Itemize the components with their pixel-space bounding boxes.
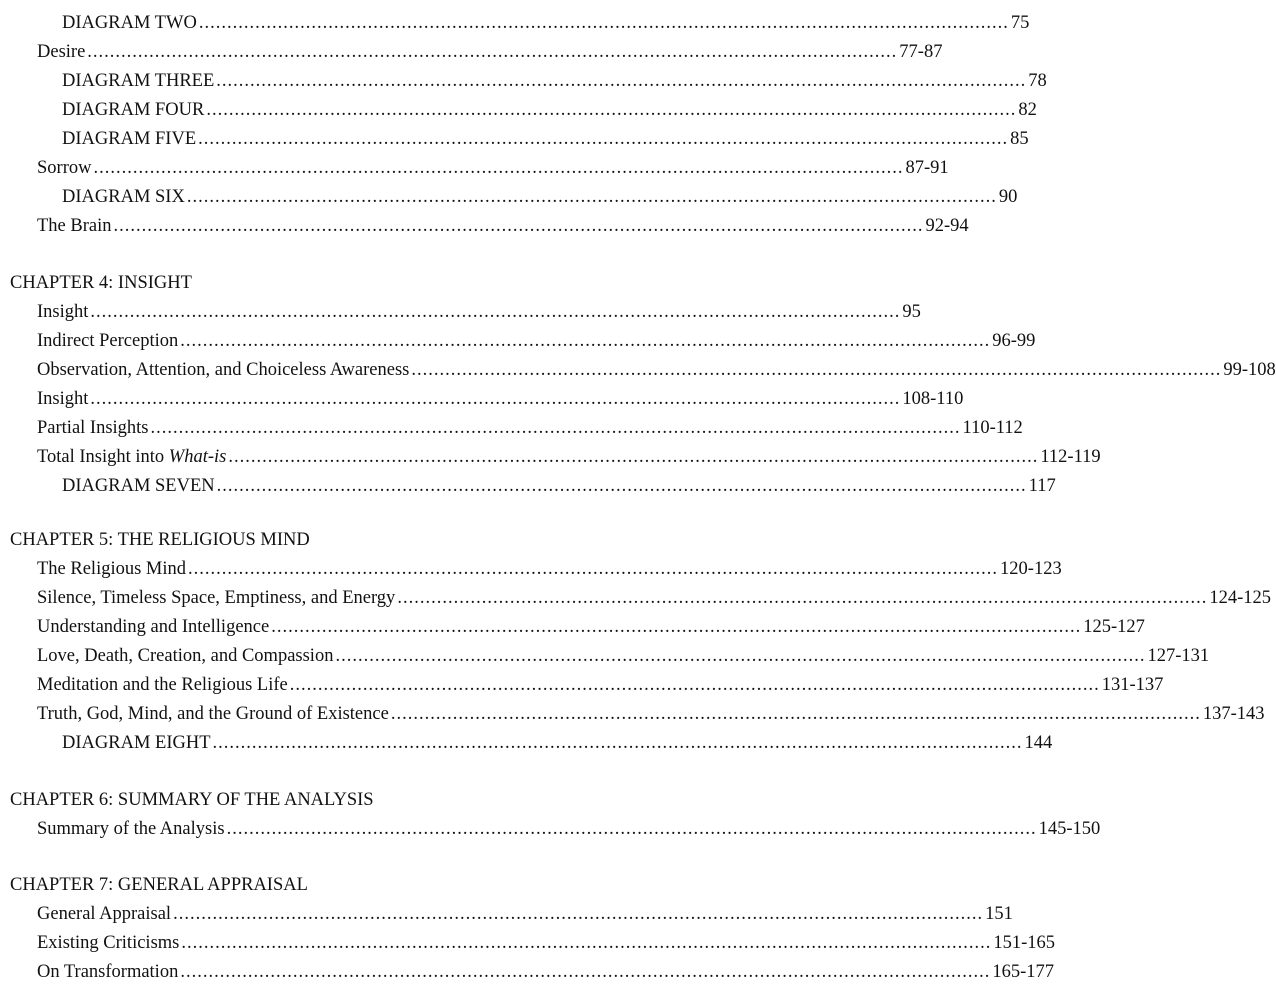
- dot-leader: ................................................................................................................................................: [228, 447, 1039, 467]
- dot-leader: ................................................................................................................................................: [212, 733, 1023, 753]
- toc-entry-indirect-perception[interactable]: [37, 328, 1036, 354]
- toc-entry-diagram-six[interactable]: [62, 184, 1018, 210]
- entry-page: 99-108: [1223, 360, 1276, 380]
- dot-leader: ................................................................................................................................................: [335, 646, 1146, 666]
- dot-leader: ................................................................................................................................................: [271, 617, 1082, 637]
- entry-title: DIAGRAM FIVE: [62, 129, 197, 149]
- dot-leader: ................................................................................................................................................: [181, 933, 992, 953]
- dot-leader: ................................................................................................................................................: [173, 904, 984, 924]
- entry-title: The Religious Mind: [37, 559, 187, 579]
- entry-title: DIAGRAM THREE: [62, 71, 215, 91]
- toc-entry-sorrow[interactable]: [37, 155, 949, 181]
- toc-entry-insight-2[interactable]: [37, 386, 964, 412]
- entry-page: 108-110: [902, 389, 964, 409]
- toc-entry-observation-attention[interactable]: [37, 357, 1276, 383]
- entry-title: Observation, Attention, and Choiceless Awareness: [37, 360, 410, 380]
- dot-leader: ................................................................................................................................................: [216, 476, 1027, 496]
- entry-page: 151-165: [993, 933, 1056, 953]
- entry-page: 144: [1024, 733, 1053, 753]
- entry-page: 95: [902, 302, 921, 322]
- toc-entry-existing-criticisms[interactable]: [37, 930, 1056, 956]
- dot-leader: ................................................................................................................................................: [87, 42, 898, 62]
- entry-page: 96-99: [992, 331, 1036, 351]
- toc-entry-diagram-two[interactable]: [62, 10, 1030, 36]
- toc-entry-diagram-four[interactable]: [62, 97, 1037, 123]
- dot-leader: ................................................................................................................................................: [216, 71, 1027, 91]
- toc-entry-total-insight[interactable]: [37, 444, 1101, 470]
- dot-leader: ................................................................................................................................................: [93, 158, 904, 178]
- toc-entry-truth-god[interactable]: [37, 701, 1265, 727]
- toc-entry-religious-mind[interactable]: [37, 556, 1062, 582]
- entry-page: 90: [998, 187, 1018, 207]
- entry-title: DIAGRAM FOUR: [62, 100, 205, 120]
- toc-entry-diagram-eight[interactable]: [62, 730, 1053, 756]
- entry-page: 127-131: [1147, 646, 1210, 666]
- toc-entry-love-death[interactable]: [37, 643, 1210, 669]
- dot-leader: ................................................................................................................................................: [411, 360, 1222, 380]
- toc-entry-general-appraisal[interactable]: [37, 901, 1013, 927]
- entry-title: DIAGRAM TWO: [62, 13, 197, 33]
- toc-entry-partial-insights[interactable]: [37, 415, 1023, 441]
- chapter-heading-5: CHAPTER 5: THE RELIGIOUS MIND: [10, 530, 310, 550]
- entry-page: 87-91: [905, 158, 949, 178]
- entry-title: DIAGRAM EIGHT: [62, 733, 211, 753]
- entry-page: 124-125: [1209, 588, 1271, 608]
- entry-page: 78: [1028, 71, 1047, 91]
- toc-entry-summary[interactable]: [37, 816, 1101, 842]
- toc-entry-on-transformation[interactable]: [37, 959, 1054, 985]
- entry-page: 151: [985, 904, 1013, 924]
- dot-leader: ................................................................................................................................................: [150, 418, 961, 438]
- dot-leader: ................................................................................................................................................: [90, 302, 901, 322]
- entry-title: The Brain: [37, 216, 112, 236]
- toc-entry-diagram-three[interactable]: [62, 68, 1047, 94]
- entry-title: Love, Death, Creation, and Compassion: [37, 646, 334, 666]
- entry-title: On Transformation: [37, 962, 179, 982]
- dot-leader: ................................................................................................................................................: [226, 819, 1037, 839]
- chapter-heading-6: CHAPTER 6: SUMMARY OF THE ANALYSIS: [10, 790, 374, 810]
- entry-title: DIAGRAM SIX: [62, 187, 185, 207]
- entry-page: 145-150: [1038, 819, 1101, 839]
- entry-title: Insight: [37, 389, 89, 409]
- toc-entry-silence[interactable]: [37, 585, 1271, 611]
- dot-leader: ................................................................................................................................................: [90, 389, 901, 409]
- entry-page: 82: [1018, 100, 1037, 120]
- entry-page: 110-112: [962, 418, 1023, 438]
- dot-leader: ................................................................................................................................................: [186, 187, 997, 207]
- toc-entry-meditation[interactable]: [37, 672, 1164, 698]
- dot-leader: ................................................................................................................................................: [397, 588, 1208, 608]
- entry-title: Existing Criticisms: [37, 933, 180, 953]
- entry-title-text: Total Insight into: [37, 447, 169, 467]
- entry-page: 85: [1010, 129, 1029, 149]
- entry-title: General Appraisal: [37, 904, 172, 924]
- toc-entry-desire[interactable]: [37, 39, 943, 65]
- entry-page: 137-143: [1202, 704, 1265, 724]
- entry-title: Silence, Timeless Space, Emptiness, and Energy: [37, 588, 396, 608]
- entry-page: 131-137: [1101, 675, 1164, 695]
- entry-title: Understanding and Intelligence: [37, 617, 270, 637]
- entry-title: Truth, God, Mind, and the Ground of Existence: [37, 704, 389, 724]
- entry-title: [37, 444, 226, 470]
- entry-title: Sorrow: [37, 158, 92, 178]
- entry-page: 77-87: [899, 42, 943, 62]
- entry-title: Indirect Perception: [37, 331, 179, 351]
- dot-leader: ................................................................................................................................................: [198, 129, 1009, 149]
- entry-title: Meditation and the Religious Life: [37, 675, 288, 695]
- entry-page: 125-127: [1083, 617, 1145, 637]
- entry-page: 120-123: [1000, 559, 1062, 579]
- toc-entry-diagram-seven[interactable]: [62, 473, 1056, 499]
- entry-page: 112-119: [1040, 447, 1101, 467]
- entry-page: 165-177: [992, 962, 1054, 982]
- dot-leader: ................................................................................................................................................: [180, 962, 991, 982]
- entry-page: 117: [1028, 476, 1056, 496]
- entry-page: 92-94: [925, 216, 969, 236]
- toc-entry-diagram-five[interactable]: [62, 126, 1029, 152]
- dot-leader: ................................................................................................................................................: [289, 675, 1100, 695]
- entry-title: Partial Insights: [37, 418, 149, 438]
- entry-page: 75: [1010, 13, 1030, 33]
- entry-title-emphasis: What-is: [168, 447, 227, 467]
- entry-title: Desire: [37, 42, 86, 62]
- dot-leader: ................................................................................................................................................: [113, 216, 924, 236]
- chapter-heading-4: CHAPTER 4: INSIGHT: [10, 273, 192, 293]
- chapter-heading-7: CHAPTER 7: GENERAL APPRAISAL: [10, 875, 308, 895]
- toc-entry-insight[interactable]: [37, 299, 921, 325]
- dot-leader: ................................................................................................................................................: [390, 704, 1201, 724]
- dot-leader: ................................................................................................................................................: [180, 331, 991, 351]
- dot-leader: ................................................................................................................................................: [188, 559, 999, 579]
- entry-title: Insight: [37, 302, 89, 322]
- toc-entry-the-brain[interactable]: [37, 213, 969, 239]
- dot-leader: ................................................................................................................................................: [206, 100, 1017, 120]
- dot-leader: ................................................................................................................................................: [198, 13, 1009, 33]
- entry-title: Summary of the Analysis: [37, 819, 225, 839]
- toc-entry-understanding[interactable]: [37, 614, 1145, 640]
- entry-title: DIAGRAM SEVEN: [62, 476, 215, 496]
